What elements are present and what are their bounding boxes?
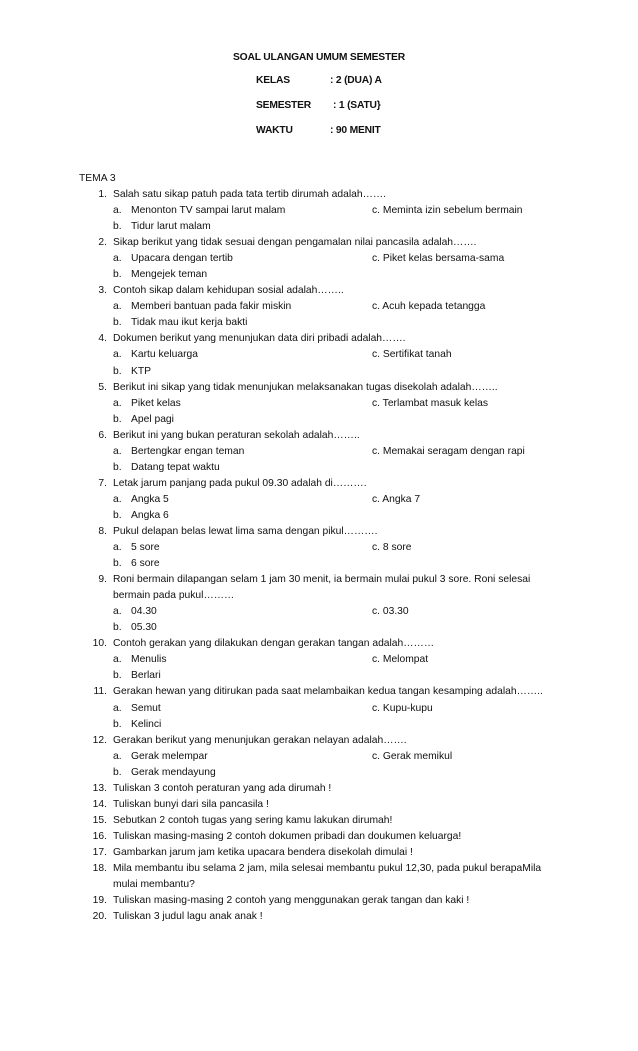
options-row	[0, 364, 638, 380]
question-text: Mila membantu ibu selama 2 jam, mila selesai membantu pukul 12,30, pada pukul berapaMila	[113, 862, 542, 874]
kelas-label: KELAS	[256, 75, 290, 86]
option-b: b. Berlari	[113, 670, 161, 682]
question-number: 18.	[92, 862, 107, 874]
option-a: a. Gerak melempar	[113, 750, 208, 762]
option-c: c. Acuh kepada tetangga	[372, 301, 486, 313]
option-a: a. Angka 5	[113, 493, 169, 505]
question-text: Berikut ini yang bukan peraturan sekolah adalah……..	[113, 429, 360, 441]
option-a: a. Kartu keluarga	[113, 349, 198, 361]
question-list	[0, 187, 638, 925]
question-text: Letak jarum panjang pada pukul 09.30 adalah di……….	[113, 477, 367, 489]
options-row	[0, 315, 638, 331]
question-line	[0, 380, 638, 396]
question-line	[0, 893, 638, 909]
question-line	[0, 845, 638, 861]
question-text: Salah satu sikap patuh pada tata tertib dirumah adalah…….	[113, 189, 387, 200]
question-number: 9.	[98, 574, 107, 586]
question-line	[0, 829, 638, 845]
question-text: Gerakan hewan yang ditirukan pada saat melambaikan kedua tangan kesamping adalah……..	[113, 686, 543, 698]
option-c: c. Terlambat masuk kelas	[372, 397, 488, 409]
question-number: 5.	[98, 381, 107, 393]
exam-title: SOAL ULANGAN UMUM SEMESTER	[233, 52, 405, 63]
question-continuation-line	[0, 588, 638, 604]
options-row	[0, 492, 638, 508]
option-b: b. 05.30	[113, 622, 157, 634]
semester-value: : 1 (SATU}	[333, 100, 381, 111]
option-c: c. Melompat	[372, 654, 429, 666]
question-text: Roni bermain dilapangan selam 1 jam 30 menit, ia bermain mulai pukul 3 sore. Roni selesai	[113, 574, 531, 586]
option-a: a. Bertengkar engan teman	[113, 445, 245, 457]
question-number: 20.	[92, 911, 107, 923]
option-c: c. 03.30	[372, 606, 409, 618]
question-text: Gambarkan jarum jam ketika upacara bendera disekolah dimulai !	[113, 846, 413, 858]
options-row	[0, 652, 638, 668]
options-row	[0, 444, 638, 460]
question-line	[0, 572, 638, 588]
option-a: a. Menulis	[113, 654, 167, 666]
options-row	[0, 765, 638, 781]
question-text: Tuliskan bunyi dari sila pancasila !	[113, 798, 269, 810]
question-line	[0, 476, 638, 492]
question-continuation-line	[0, 877, 638, 893]
option-b: b. Gerak mendayung	[113, 766, 216, 778]
question-line	[0, 187, 638, 203]
question-line	[0, 636, 638, 652]
option-b: b. Mengejek teman	[113, 269, 208, 281]
section-heading: TEMA 3	[79, 173, 116, 184]
options-row	[0, 604, 638, 620]
options-row	[0, 412, 638, 428]
option-a: a. Memberi bantuan pada fakir miskin	[113, 301, 292, 313]
question-text: mulai membantu?	[113, 879, 195, 891]
question-line	[0, 684, 638, 700]
options-row	[0, 460, 638, 476]
options-row	[0, 540, 638, 556]
question-text: Tuliskan masing-masing 2 contoh yang menggunakan gerak tangan dan kaki !	[113, 895, 470, 907]
option-c: c. Kupu-kupu	[372, 702, 433, 714]
option-b: b. Tidak mau ikut kerja bakti	[113, 317, 248, 329]
question-line	[0, 813, 638, 829]
options-row	[0, 203, 638, 219]
option-b: b. KTP	[113, 365, 152, 377]
option-a: a. Semut	[113, 702, 161, 714]
options-row	[0, 717, 638, 733]
question-text: Pukul delapan belas lewat lima sama dengan pikul……….	[113, 525, 378, 537]
option-c: c. 8 sore	[372, 542, 412, 554]
question-number: 10.	[92, 638, 107, 650]
question-text: Tuliskan masing-masing 2 contoh dokumen pribadi dan doukumen keluarga!	[113, 830, 462, 842]
option-c: c. Meminta izin sebelum bermain	[372, 205, 523, 217]
question-number: 11.	[93, 686, 107, 698]
question-text: Contoh sikap dalam kehidupan sosial adalah……..	[113, 285, 344, 297]
question-text: Dokumen berikut yang menunjukan data diri pribadi adalah…….	[113, 333, 406, 345]
question-line	[0, 797, 638, 813]
question-number: 15.	[92, 814, 107, 826]
waktu-value: : 90 MENIT	[330, 125, 381, 136]
question-line	[0, 861, 638, 877]
options-row	[0, 620, 638, 636]
question-line	[0, 331, 638, 347]
options-row	[0, 251, 638, 267]
kelas-value: : 2 (DUA) A	[330, 75, 382, 86]
question-text: Sebutkan 2 contoh tugas yang sering kamu lakukan dirumah!	[113, 814, 393, 826]
option-a: a. Piket kelas	[113, 397, 181, 409]
options-row	[0, 299, 638, 315]
option-a: a. Upacara dengan tertib	[113, 253, 233, 265]
option-a: a. 04.30	[113, 606, 157, 618]
question-number: 4.	[98, 333, 107, 345]
question-line	[0, 524, 638, 540]
options-row	[0, 556, 638, 572]
question-number: 6.	[98, 429, 107, 441]
question-line	[0, 235, 638, 251]
option-c: c. Sertifikat tanah	[372, 349, 452, 361]
options-row	[0, 701, 638, 717]
option-b: b. 6 sore	[113, 558, 160, 570]
option-b: b. Kelinci	[113, 718, 162, 730]
question-text: Tuliskan 3 contoh peraturan yang ada dirumah !	[113, 782, 332, 794]
options-row	[0, 396, 638, 412]
options-row	[0, 267, 638, 283]
option-c: c. Memakai seragam dengan rapi	[372, 445, 525, 457]
options-row	[0, 508, 638, 524]
question-number: 8.	[98, 525, 107, 537]
question-number: 17.	[92, 846, 107, 858]
question-number: 1.	[98, 189, 107, 200]
question-line	[0, 428, 638, 444]
option-c: c. Angka 7	[372, 493, 421, 505]
option-b: b. Angka 6	[113, 509, 169, 521]
question-line	[0, 909, 638, 925]
option-c: c. Gerak memikul	[372, 750, 453, 762]
option-b: b. Datang tepat waktu	[113, 461, 220, 473]
options-row	[0, 749, 638, 765]
question-text: Berikut ini sikap yang tidak menunjukan melaksanakan tugas disekolah adalah……..	[113, 381, 498, 393]
option-c: c. Piket kelas bersama-sama	[372, 253, 505, 265]
waktu-label: WAKTU	[256, 125, 293, 136]
option-a: a. 5 sore	[113, 542, 160, 554]
option-b: b. Tidur larut malam	[113, 221, 211, 233]
question-line	[0, 283, 638, 299]
options-row	[0, 668, 638, 684]
question-text: Sikap berikut yang tidak sesuai dengan pengamalan nilai pancasila adalah…….	[113, 237, 477, 249]
option-b: b. Apel pagi	[113, 413, 174, 425]
question-number: 13.	[92, 782, 107, 794]
question-text: Tuliskan 3 judul lagu anak anak !	[113, 911, 263, 923]
question-number: 3.	[98, 285, 107, 297]
options-row	[0, 347, 638, 363]
option-a: a. Menonton TV sampai larut malam	[113, 205, 286, 217]
options-row	[0, 219, 638, 235]
question-number: 12.	[92, 734, 107, 746]
question-number: 19.	[92, 895, 107, 907]
question-line	[0, 781, 638, 797]
question-number: 16.	[92, 830, 107, 842]
question-text: bermain pada pukul………	[113, 590, 235, 602]
semester-label: SEMESTER	[256, 100, 312, 111]
question-text: Gerakan berikut yang menunjukan gerakan nelayan adalah…….	[113, 734, 407, 746]
question-line	[0, 733, 638, 749]
question-number: 14.	[92, 798, 107, 810]
question-number: 2.	[98, 237, 107, 249]
question-text: Contoh gerakan yang dilakukan dengan gerakan tangan adalah………	[113, 638, 435, 650]
question-number: 7.	[98, 477, 107, 489]
